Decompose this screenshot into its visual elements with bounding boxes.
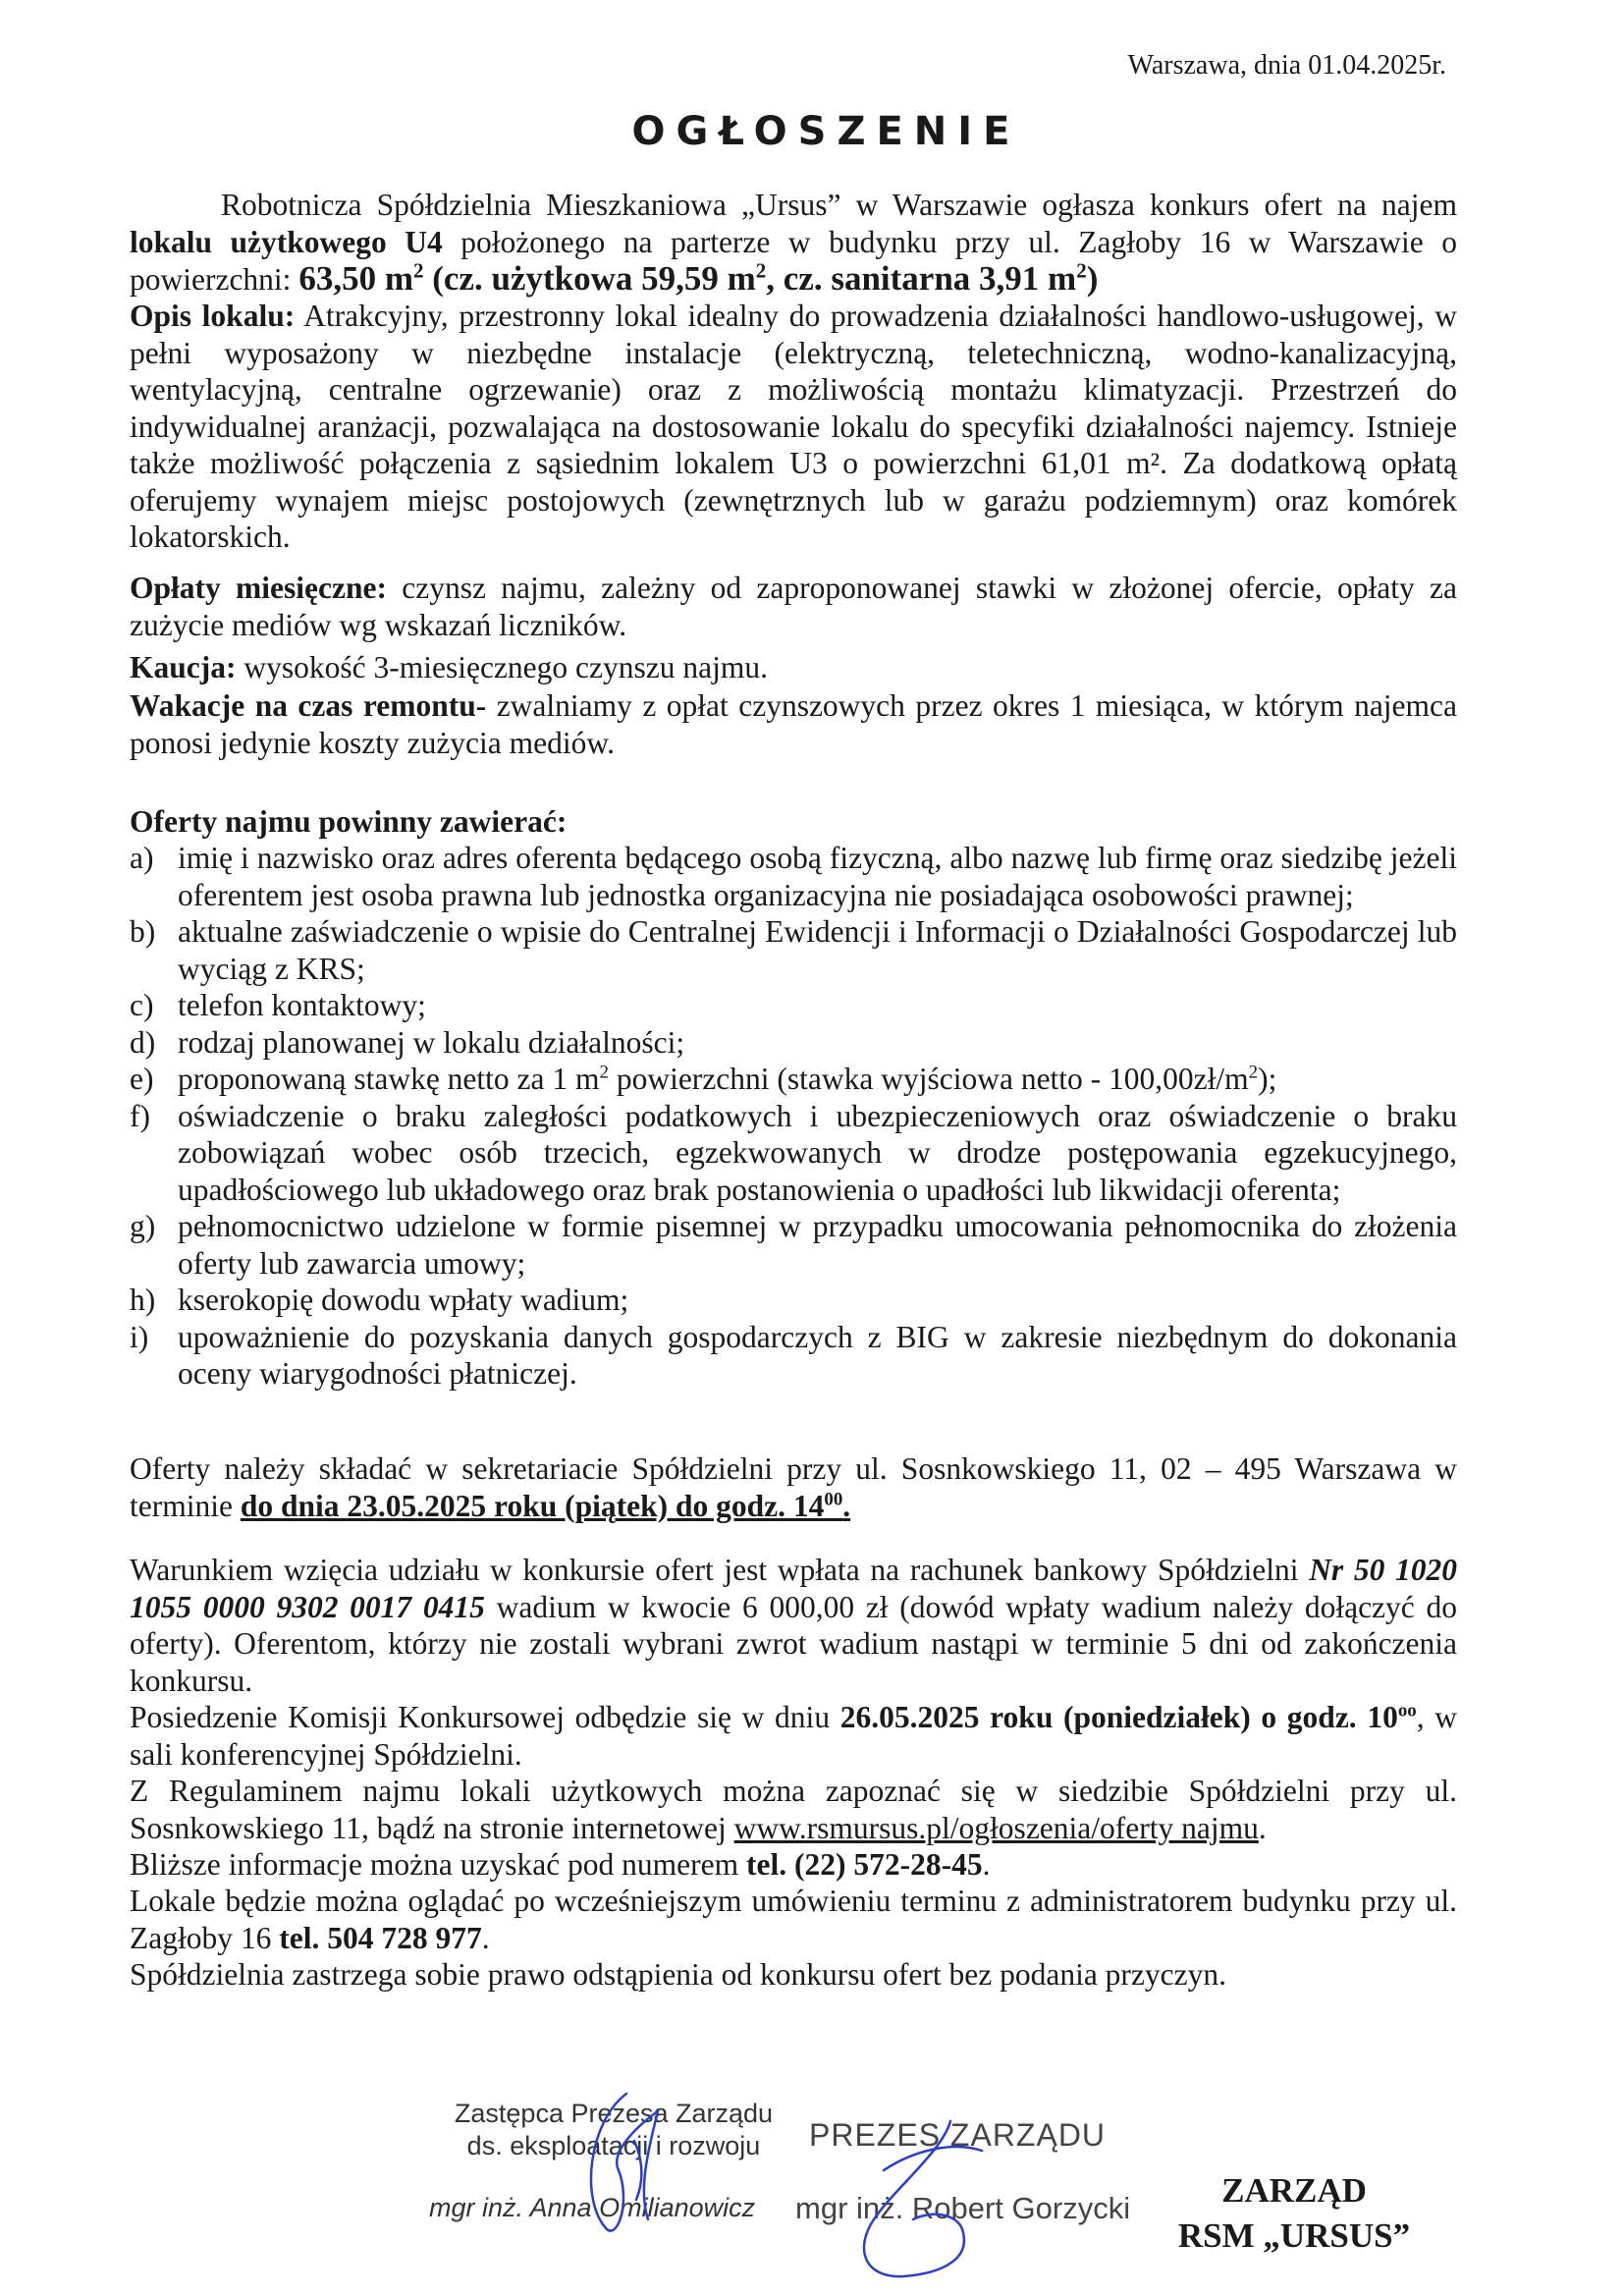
intro-paragraph xyxy=(130,187,1457,299)
bank-account-number: Nr 50 1020 1055 0000 9302 0017 0415 xyxy=(130,1553,1458,1624)
board-stamp-line-1: ZARZĄD xyxy=(1221,2171,1367,2210)
monthly-fees-text: czynsz najmu, zależny od zaproponowanej stawki w złożonej ofercie, opłaty za zużycie mediów wg wskazań liczników. xyxy=(130,571,1457,642)
regulations-paragraph: Z Regulaminem najmu lokali użytkowych można zapoznać się w siedzibie Spółdzielni przy ul. Sosnkowskiego 11, bądź na stronie internetowej www.rsmursus.pl/ogłoszenia/oferty najmu. xyxy=(130,1774,1457,1845)
document-title: OGŁOSZENIE xyxy=(631,109,1021,154)
premises-name: lokalu użytkowego U4 xyxy=(130,224,443,259)
disclaimer-paragraph: Spółdzielnia zastrzega sobie prawo odstąpienia od konkursu ofert bez podania przyczyn. xyxy=(130,1957,1226,1992)
deputy-role: Zastępca Prezesa Zarządu xyxy=(454,2099,774,2128)
renovation-paragraph xyxy=(130,687,1457,761)
list-item: d) rodzaj planowanej w lokalu działalności; xyxy=(130,1024,685,1060)
list-item: a) imię i nazwisko oraz adres oferenta będącego osobą fizyczną, albo nazwę lub firmę oraz siedzibę jeżeli oferentem jest osoba prawna lub jednostka organizacyjna nie posiadająca osobowości prawnej; xyxy=(130,841,1457,912)
deadline-paragraph: Oferty należy składać w sekretariacie Spółdzielni przy ul. Sosnkowskiego 11, 02 – 495 Warszawa w terminie do dnia 23.05.2025 roku (piątek) do godz. $14^{00}$. xyxy=(130,1451,1457,1523)
list-item: c) telefon kontaktowy; xyxy=(130,988,426,1022)
wadium-paragraph: Warunkiem wzięcia udziału w konkursie ofert jest wpłata na rachunek bankowy Spółdzielni Nr 50 1020 1055 0000 9302 0017 0415 wadium w kwocie 6 000,00 zł (dowód wpłaty wadium należy dołączyć do oferty). Oferentom, którzy nie zostali wybrani zwrot wadium nastąpi w terminie 5 dni od zakończenia konkursu. xyxy=(130,1553,1458,1698)
list-item: h) kserokopię dowodu wpłaty wadium; xyxy=(130,1283,629,1317)
administrator-phone: tel. 504 728 977 xyxy=(279,1920,482,1955)
office-phone: tel. (22) 572-28-45 xyxy=(746,1847,983,1882)
info-paragraph: Bliższe informacje można uzyskać pod numerem tel. (22) 572-28-45. xyxy=(130,1847,991,1882)
total-area: 63,50 $m^2$ xyxy=(298,258,424,298)
deputy-name: mgr inż. Anna Omilianowicz xyxy=(429,2193,756,2222)
offers-list xyxy=(130,840,1457,1393)
deadline: do dnia 23.05.2025 roku (piątek) do godz. $14^{00}$. xyxy=(240,1488,851,1523)
deposit-label: Kaucja: xyxy=(130,650,237,684)
list-item: b) aktualne zaświadczenie o wpisie do Centralnej Ewidencji i Informacji o Działalności Gospodarczej lub wyciąg z KRS; xyxy=(130,914,1457,986)
description-paragraph xyxy=(130,298,1457,556)
website-link[interactable]: www.rsmursus.pl/ogłoszenia/oferty najmu xyxy=(733,1810,1259,1845)
area-breakdown: (cz. użytkowa 59,59 $m^2$, cz. sanitarna 3,91 $m^2$) xyxy=(423,258,1099,298)
intro-text: Robotnicza Spółdzielnia Mieszkaniowa „Ursus” w Warszawie ogłasza konkurs ofert na najem xyxy=(221,188,1457,222)
document-date: Warszawa, dnia 01.04.2025r. xyxy=(1127,50,1446,81)
intro-text-2: położonego na parterze w budynku przy ul. Zagłoby 16 w Warszawie o powierzchni: xyxy=(130,224,1458,297)
list-item: e) proponowaną stawkę netto za 1 $m^2$ powierzchni (stawka wyjściowa netto - $100,00zł/m^2$); xyxy=(130,1062,1277,1096)
list-item: f) oświadczenie o braku zaległości podatkowych i ubezpieczeniowych oraz oświadczenie o braku zobowiązań wobec osób trzecich, egzekwowanych w drodze postępowania egzekucyjnego, upadłościowego lub układowego oraz brak postanowienia o upadłości lub likwidacji oferenta; xyxy=(130,1098,1457,1207)
board-stamp-line-2: RSM „URSUS” xyxy=(1177,2216,1411,2255)
list-item: i) upoważnienie do pozyskania danych gospodarczych z BIG w zakresie niezbędnym do dokonania oceny wiarygodności płatniczej. xyxy=(130,1319,1457,1391)
description-label: Opis lokalu: xyxy=(130,299,296,333)
commission-paragraph: Posiedzenie Komisji Konkursowej odbędzie się w dniu 26.05.2025 roku (poniedziałek) o godz. $10^{oo}$, w sali konferencyjnej Spółdzielni. xyxy=(130,1700,1458,1772)
deputy-signature xyxy=(550,2082,687,2249)
renovation-text: zwalniamy z opłat czynszowych przez okres 1 miesiąca, w którym najemca ponosi jedynie koszty zużycia mediów. xyxy=(130,688,1457,760)
deputy-department: ds. eksploatacji i rozwoju xyxy=(466,2131,761,2160)
list-item: g) pełnomocnictwo udzielone w formie pisemnej w przypadku umocowania pełnomocnika do złożenia oferty lub zawarcia umowy; xyxy=(130,1209,1457,1281)
deposit-text: wysokość 3-miesięcznego czynszu najmu. xyxy=(236,650,768,684)
board-stamp xyxy=(1147,2168,1441,2259)
president-role: PREZES ZARZĄDU xyxy=(809,2117,1107,2153)
president-signature xyxy=(835,2111,992,2288)
offers-heading: Oferty najmu powinny zawierać: xyxy=(130,804,568,839)
description-text: Atrakcyjny, przestronny lokal idealny do prowadzenia działalności handlowo-usługowej, w pełni wyposażony w niezbędne instalacje (elektryczną, teletechniczną, wodno-kanalizacyjną, wentylacyjną, centralne ogrzewanie) oraz z możliwością montażu klimatyzacji. Przestrzeń do indywidualnej aranżacji, pozwalająca na dostosowanie lokalu do specyfiki działalności najemcy. Istnieje także możliwość połączenia z sąsiednim lokalem U3 o powierzchni 61,01 m². Za dodatkową opłatą oferujemy wynajem miejsc postojowych (zewnętrznych lub w garażu podziemnym) oraz komórek lokatorskich. xyxy=(130,299,1457,554)
monthly-fees-label: Opłaty miesięczne: xyxy=(130,571,387,605)
renovation-label: Wakacje na czas remontu- xyxy=(130,688,487,723)
president-name: mgr inż. Robert Gorzycki xyxy=(795,2191,1131,2225)
viewing-paragraph: Lokale będzie można oglądać po wcześniejszym umówieniu terminu z administratorem budynku przy ul. Zagłoby 16 tel. 504 728 977. xyxy=(130,1884,1457,1955)
deposit-paragraph xyxy=(130,649,1457,686)
monthly-fees-paragraph xyxy=(130,570,1457,643)
